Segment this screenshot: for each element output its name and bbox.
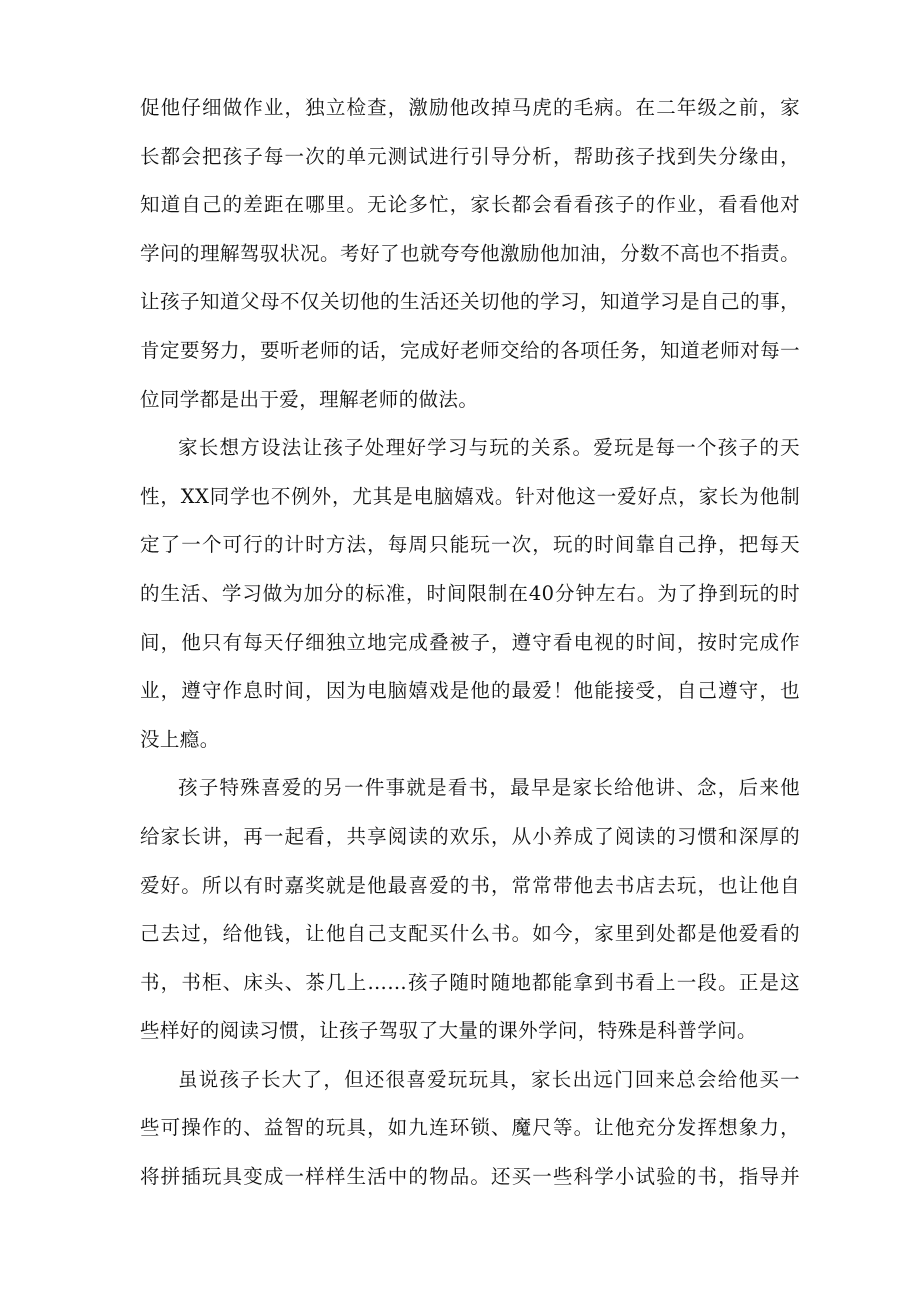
- paragraph-1: [140, 84, 800, 424]
- text-line: 的生活、学习做为加分的标准，时间限制在40分钟左右。为了挣到玩的时: [140, 581, 800, 605]
- text-line: 没上瘾。: [140, 727, 220, 751]
- text-line: 将拼插玩具变成一样样生活中的物品。还买一些科学小试验的书，指导并: [140, 1165, 800, 1189]
- text-line: 定了一个可行的计时方法，每周只能玩一次，玩的时间靠自己挣，把每天: [140, 533, 800, 557]
- text-line: 些可操作的、益智的玩具，如九连环锁、魔尺等。让他充分发挥想象力，: [140, 1116, 800, 1140]
- paragraph-3: [140, 764, 800, 1056]
- body-text: [140, 84, 800, 1202]
- text-line: 给家长讲，再一起看，共享阅读的欢乐，从小养成了阅读的习惯和深厚的: [140, 824, 800, 848]
- text-line: 间，他只有每天仔细独立地完成叠被子，遵守看电视的时间，按时完成作: [140, 630, 800, 654]
- text-line: 些样好的阅读习惯，让孩子驾驭了大量的课外学问，特殊是科普学问。: [140, 1019, 757, 1043]
- text-line: 家长想方设法让孩子处理好学习与玩的关系。爱玩是每一个孩子的天: [178, 436, 800, 460]
- paragraph-2: [140, 424, 800, 764]
- text-line: 长都会把孩子每一次的单元测试进行引导分析，帮助孩子找到失分缘由，: [140, 144, 800, 168]
- text-line: 业，遵守作息时间，因为电脑嬉戏是他的最爱！他能接受，自己遵守，也: [140, 679, 800, 703]
- text-line: 书，书柜、床头、茶几上……孩子随时随地都能拿到书看上一段。正是这: [140, 970, 800, 994]
- text-line: 孩子特殊喜爱的另一件事就是看书，最早是家长给他讲、念，后来他: [178, 776, 800, 800]
- text-line: 位同学都是出于爱，理解老师的做法。: [140, 387, 479, 411]
- text-line: 知道自己的差距在哪里。无论多忙，家长都会看看孩子的作业，看看他对: [140, 193, 800, 217]
- paragraph-4: [140, 1056, 800, 1202]
- text-line: 性，XX同学也不例外，尤其是电脑嬉戏。针对他这一爱好点，家长为他制: [140, 484, 800, 508]
- text-line: 让孩子知道父母不仅关切他的生活还关切他的学习，知道学习是自己的事，: [140, 290, 800, 314]
- text-line: 己去过，给他钱，让他自己支配买什么书。如今，家里到处都是他爱看的: [140, 922, 800, 946]
- text-line: 虽说孩子长大了，但还很喜爱玩玩具，家长出远门回来总会给他买一: [178, 1067, 800, 1091]
- text-line: 爱好。所以有时嘉奖就是他最喜爱的书，常常带他去书店去玩，也让他自: [140, 873, 800, 897]
- text-line: 促他仔细做作业，独立检查，激励他改掉马虎的毛病。在二年级之前，家: [140, 96, 800, 119]
- text-line: 肯定要努力，要听老师的话，完成好老师交给的各项任务，知道老师对每一: [140, 338, 800, 362]
- text-line: 学问的理解驾驭状况。考好了也就夸夸他激励他加油，分数不高也不指责。: [140, 241, 800, 265]
